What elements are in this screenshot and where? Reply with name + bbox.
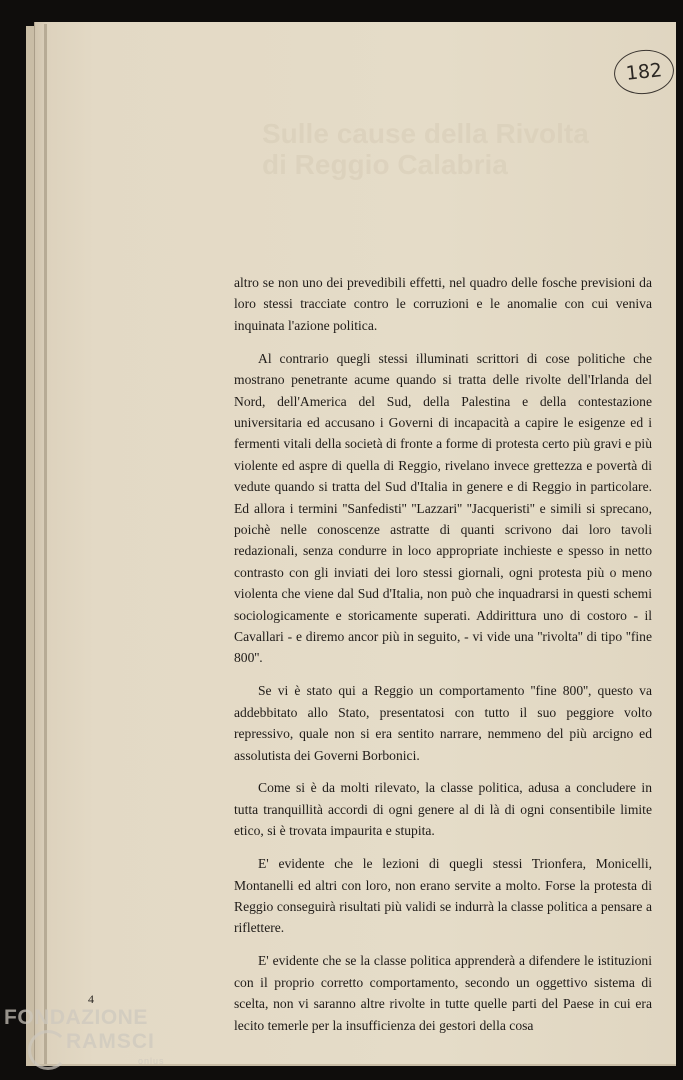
show-through-title xyxy=(262,118,662,180)
paragraph-5: E' evidente che le lezioni di quegli stessi Trionfera, Monicelli, Montanelli ed altri con loro, non erano servite a molto. Forse la protesta di Reggio conseguirà risultati più validi se indurrà la classe politica a pensare a riflettere. xyxy=(234,856,652,936)
paragraph-6: E' evidente che se la classe politica apprenderà a difendere le istituzioni con il proprio corretto comportamento, secondo un oggettivo sistema di scelta, non vi saranno altre rivolte in tutte quelle parti del Paese in cui era lecito temerle per la insufficienza dei gestori della cosa xyxy=(234,953,652,1033)
folio-number: 4 xyxy=(88,992,94,1006)
handwritten-page-annotation: 182 xyxy=(612,47,676,97)
fondazione-gramsci-watermark xyxy=(4,1006,204,1076)
watermark-g-logo-icon xyxy=(28,1030,68,1070)
page-edge xyxy=(44,24,47,1064)
paragraph-2: Al contrario quegli stessi illuminati scrittori di cose politiche che mostrano penetrante acume quando si tratta delle rivolte dell'Irlanda del Nord, dell'America del Sud, della Palestina e della contestazione universitaria ed accusano i Governi di incapacità a capire le esigenze ed i fermenti vitali della società di fronte a forme di protesta certo più gravi e più violente ed aspre di quella di Reggio, rivelano invece grettezza e povertà di vedute quando si tratta del Sud d'Italia in genere e di Reggio in particolare. Ed allora i termini ''Sanfedisti'' ''Lazzari'' ''Jacqueristi'' e simili si sprecano, poichè nelle conoscenze astratte di quanti scrivono dai loro tavoli redazionali, senza condurre in loco appropriate inchieste e spesso in netto contrasto con gli inviati dei loro stessi giornali, ogni protesta più o meno violenta che viene dal Sud d'Italia, non può che inquadrarsi in questi schemi sociologicamente e storicamente superati. Addirittura uno di costoro - il Cavallari - e diremo ancor più in seguito, - vi vide una ''rivolta'' di tipo ''fine 800''. xyxy=(234,350,652,666)
watermark-line-1: FONDAZIONE xyxy=(4,1006,148,1029)
show-through-title-line-1: Sulle cause della Rivolta xyxy=(262,118,589,149)
show-through-title-line-2: di Reggio Calabria xyxy=(262,149,508,180)
watermark-line-3: onlus xyxy=(138,1056,165,1066)
watermark-line-2: RAMSCI xyxy=(66,1030,155,1053)
body-text xyxy=(234,272,652,1047)
paragraph-4: Come si è da molti rilevato, la classe politica, adusa a concludere in tutta tranquillità accordi di ogni genere al di là di ogni consentibile limite etico, si è trovata impaurita e stupita. xyxy=(234,780,652,839)
paragraph-3: Se vi è stato qui a Reggio un comportamento ''fine 800'', questo va addebbitato allo Stato, presentatosi con tutto il suo peggiore volto repressivo, quale non si era sentito narrare, nemmeno del più arcigno ed assolutista dei Governi Borbonici. xyxy=(234,683,652,763)
paragraph-1: altro se non uno dei prevedibili effetti, nel quadro delle fosche previsioni da loro stessi tracciate contro le corruzioni e le anomalie con cui veniva inquinata l'azione politica. xyxy=(234,275,652,333)
